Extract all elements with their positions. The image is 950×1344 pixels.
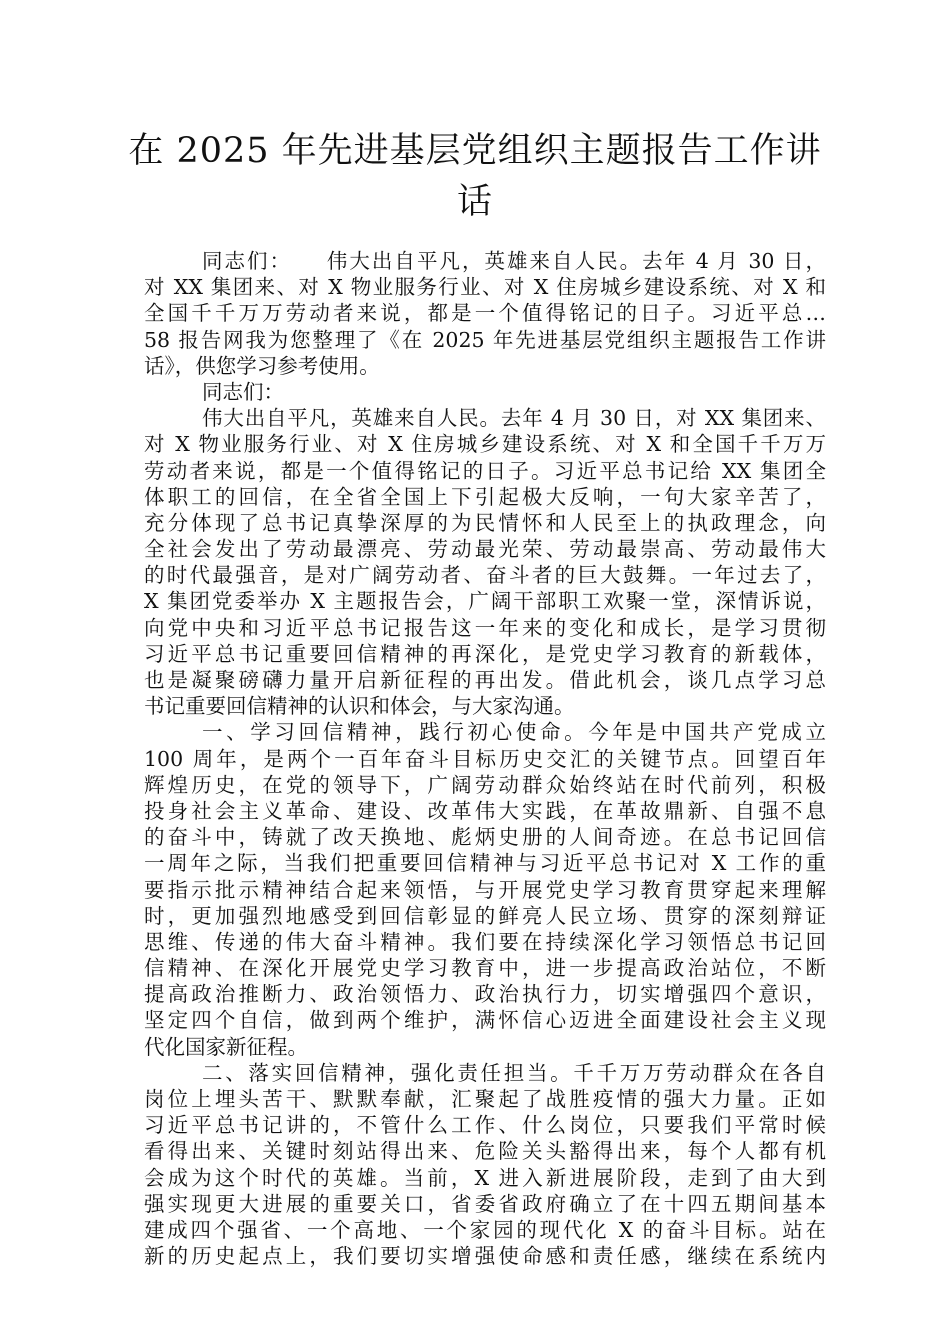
body-text-line: 建成四个强省、一个高地、一个家园的现代化 X 的奋斗目标。站在 (144, 1217, 826, 1242)
body-text-line: 岗位上埋头苦干、默默奉献，汇聚起了战胜疫情的强大力量。正如 (144, 1087, 826, 1111)
body-text-line: 时，更加强烈地感受到回信彰显的鲜亮人民立场、贯穿的深刻辩证 (144, 903, 826, 928)
body-text-line: 一、学习回信精神，践行初心使命。今年是中国共产党成立 (202, 720, 826, 745)
body-text-line: X 集团党委举办 X 主题报告会，广阔干部职工欢聚一堂，深情诉说， (144, 589, 826, 614)
title-line-2: 话 (456, 182, 493, 222)
body-text-line: 习近平总书记讲的，不管什么工作、什么岗位，只要我们平常时候 (144, 1113, 826, 1138)
body-text-line: 100 周年，是两个一百年奋斗目标历史交汇的关键节点。回望百年 (144, 746, 826, 771)
body-text-line: 思维、传递的伟大奋斗精神。我们要在持续深化学习领悟总书记回 (144, 929, 826, 954)
body-text-line: 代化国家新征程。 (144, 1034, 308, 1059)
body-text-line: 二、落实回信精神，强化责任担当。千千万万劳动群众在各自 (202, 1060, 826, 1085)
body-text-line: 辉煌历史，在党的领导下，广阔劳动群众始终站在时代前列，积极 (144, 772, 826, 797)
body-text-line: 同志们： (202, 379, 284, 404)
body-text-line: 坚定四个自信，做到两个维护，满怀信心迈进全面建设社会主义现 (144, 1008, 826, 1033)
body-text-line: 的时代最强音，是对广阔劳动者、奋斗者的巨大鼓舞。一年过去了， (144, 563, 826, 588)
body-text-line: 对 XX 集团来、对 X 物业服务行业、对 X 住房城乡建设系统、对 X 和 (144, 275, 826, 300)
body-text-line: 也是凝聚磅礴力量开启新征程的再出发。借此机会，谈几点学习总 (144, 668, 826, 692)
body-text-line: 同志们： 伟大出自平凡，英雄来自人民。去年 4 月 30 日， (202, 249, 826, 273)
body-text-line: 新的历史起点上，我们要切实增强使命感和责任感，继续在系统内 (144, 1244, 826, 1269)
body-text-line: 全社会发出了劳动最漂亮、劳动最光荣、劳动最崇高、劳动最伟大 (144, 537, 826, 562)
body-text-line: 要指示批示精神结合起来领悟，与开展党史学习教育贯穿起来理解 (144, 877, 826, 902)
body-text-line: 书记重要回信精神的认识和体会，与大家沟通。 (144, 694, 575, 719)
body-text-line: 习近平总书记重要回信精神的再深化，是党史学习教育的新载体， (144, 641, 826, 666)
body-text-line: 劳动者来说，都是一个值得铭记的日子。习近平总书记给 XX 集团全 (144, 458, 826, 483)
body-text-line: 向党中央和习近平总书记报告这一年来的变化和成长，是学习贯彻 (144, 615, 826, 640)
body-text-line: 一周年之际，当我们把重要回信精神与习近平总书记对 X 工作的重 (144, 851, 826, 876)
title-line-1: 在 2025 年先进基层党组织主题报告工作讲 (128, 131, 822, 171)
body-text-line: 信精神、在深化开展党史学习教育中，进一步提高政治站位，不断 (144, 956, 826, 981)
body-text-line: 伟大出自平凡，英雄来自人民。去年 4 月 30 日，对 XX 集团来、 (202, 406, 826, 431)
document-title (120, 126, 830, 228)
body-text-line: 会成为这个时代的英雄。当前，X 进入新进展阶段，走到了由大到 (144, 1165, 826, 1190)
body-text-line: 58 报告网我为您整理了《在 2025 年先进基层党组织主题报告工作讲 (144, 327, 826, 352)
body-text-line: 强实现更大进展的重要关口，省委省政府确立了在十四五期间基本 (144, 1191, 826, 1216)
body-text-line: 全国千千万万劳动者来说，都是一个值得铭记的日子。习近平总… (144, 301, 826, 326)
document-body (144, 248, 826, 1269)
body-text-line: 话》，供您学习参考使用。 (144, 353, 380, 378)
body-text-line: 投身社会主义革命、建设、改革伟大实践，在革故鼎新、自强不息 (144, 798, 826, 823)
body-text-line: 提高政治推断力、政治领悟力、政治执行力，切实增强四个意识， (144, 982, 826, 1007)
body-text-line: 体职工的回信，在全省全国上下引起极大反响，一句大家辛苦了， (144, 484, 826, 509)
body-text-line: 充分体现了总书记真挚深厚的为民情怀和人民至上的执政理念，向 (144, 510, 826, 535)
body-text-line: 的奋斗中，铸就了改天换地、彪炳史册的人间奇迹。在总书记回信 (144, 825, 826, 850)
body-text-line: 对 X 物业服务行业、对 X 住房城乡建设系统、对 X 和全国千千万万 (144, 432, 826, 457)
body-text-line: 看得出来、关键时刻站得出来、危险关头豁得出来，每个人都有机 (144, 1139, 826, 1164)
